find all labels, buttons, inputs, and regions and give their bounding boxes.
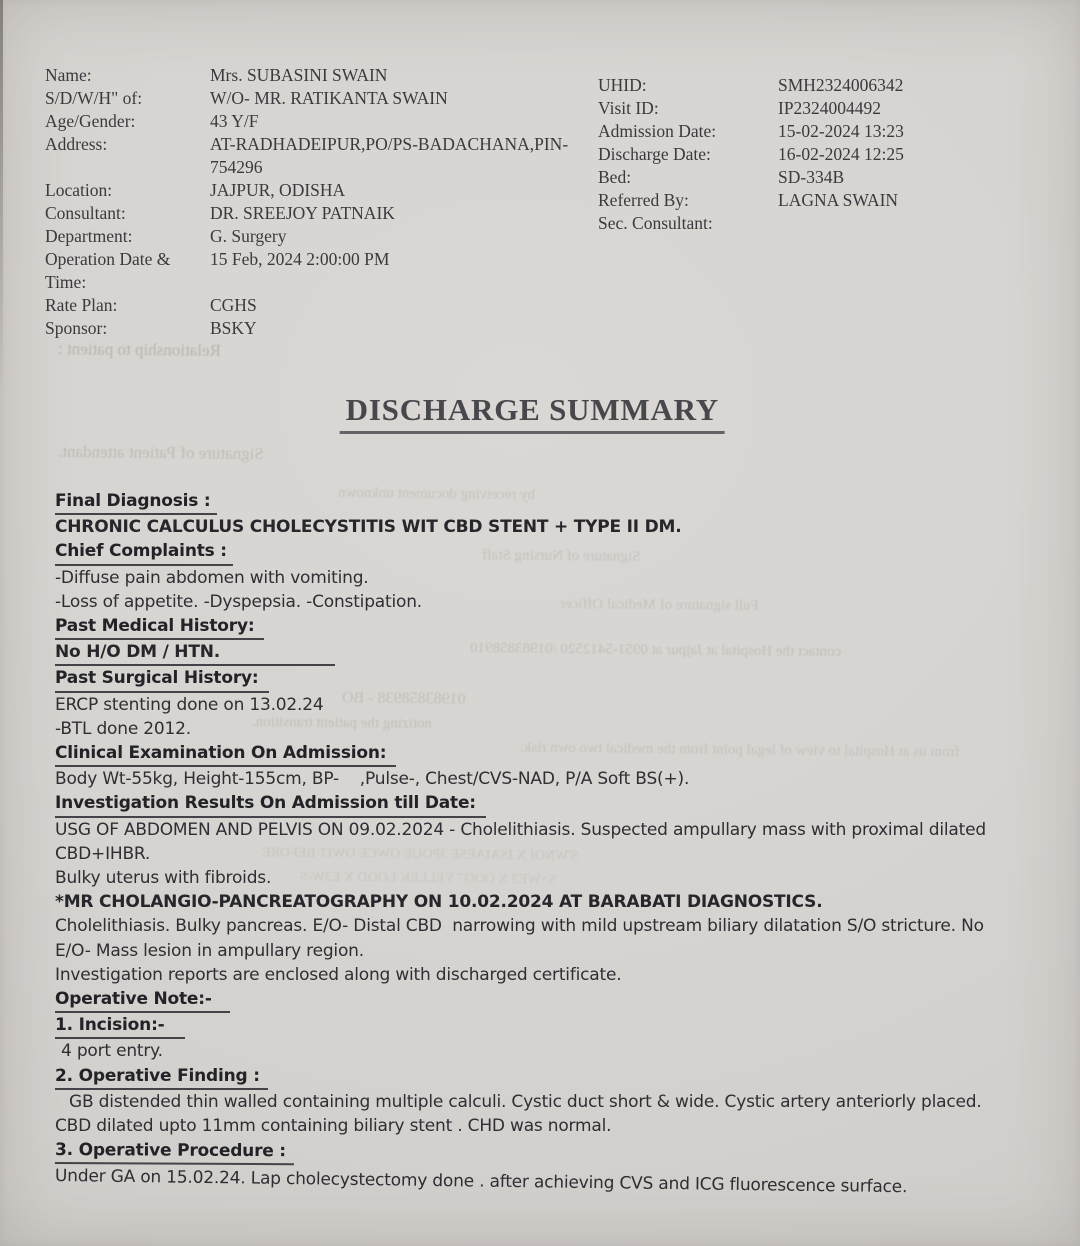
- body-line: [55, 1039, 993, 1063]
- field-value: G. Surgery: [210, 226, 287, 246]
- field-row: [45, 87, 590, 110]
- field-label: Department:: [45, 226, 133, 246]
- line-text: 3. Operative Procedure :: [55, 1138, 294, 1165]
- line-text: 1. Incision:-: [55, 1013, 185, 1039]
- line-text: Chief Complaints :: [55, 539, 233, 565]
- bleedthrough-text: by receiving document unknown: [337, 484, 536, 504]
- body-line: [55, 566, 993, 590]
- patient-info-right-column: [598, 74, 1060, 235]
- field-value: 15-02-2024 13:23: [778, 121, 904, 141]
- body-line: [55, 963, 993, 987]
- field-label: Referred By:: [598, 190, 689, 210]
- field-row: [45, 317, 590, 340]
- patient-info-left-column: [45, 64, 590, 340]
- field-value: LAGNA SWAIN: [778, 190, 899, 210]
- line-text: GB distended thin walled containing multiple calculi. Cystic duct short & wide. Cystic artery anteriorly placed. CBD dilated upto 11mm containing biliary stent . CHD was normal.: [55, 1091, 982, 1137]
- line-text: Investigation reports are enclosed along with discharged certificate.: [55, 964, 622, 985]
- field-row: [598, 97, 1060, 120]
- bleedthrough-text: S+WE3 X OOO7 YELLEK LOOD X E3W-S: [299, 869, 557, 888]
- field-row: [45, 64, 590, 87]
- field-label: Operation Date & Time:: [45, 249, 171, 292]
- bleedthrough-text: Relationship to patient :: [57, 339, 222, 360]
- line-text: 4 port entry.: [61, 1041, 163, 1062]
- bleedthrough-text: Signature of Nursing Staff: [481, 547, 641, 565]
- section-heading: [55, 1013, 993, 1039]
- document-title: DISCHARGE SUMMARY: [340, 392, 725, 434]
- field-label: Sec. Consultant:: [598, 213, 713, 233]
- line-text: Cholelithiasis. Bulky pancreas. E/O- Distal CBD narrowing with mild upstream biliary dilatation S/O stricture. No E/O- Mass lesion in ampullary region.: [55, 916, 984, 961]
- section-heading: [55, 489, 993, 515]
- field-row: [45, 202, 590, 225]
- line-text: 2. Operative Finding :: [55, 1064, 268, 1090]
- line-text: Past Surgical History:: [55, 666, 269, 692]
- line-text: Investigation Results On Admission till Date:: [55, 791, 486, 817]
- summary-body: [54, 489, 993, 1198]
- field-value: BSKY: [210, 318, 257, 338]
- line-text: Body Wt-55kg, Height-155cm, BP- ,Pulse-, Chest/CVS-NAD, P/A Soft BS(+).: [55, 769, 690, 790]
- field-row: [45, 225, 590, 248]
- line-text: Under GA on 15.02.24. Lap cholecystectomy done . after achieving CVS and ICG fluorescence surface.: [54, 1166, 908, 1198]
- field-label: Admission Date:: [598, 121, 717, 141]
- field-value: SMH2324006342: [778, 75, 904, 95]
- body-line: [55, 866, 993, 890]
- body-line: [55, 914, 993, 962]
- field-value: SD-334B: [778, 167, 845, 187]
- field-row: [45, 248, 590, 294]
- line-text: ERCP stenting done on 13.02.24: [55, 694, 324, 715]
- field-row: [598, 143, 1060, 166]
- section-heading: [55, 539, 993, 565]
- body-line: [55, 693, 993, 717]
- line-text: Final Diagnosis :: [55, 489, 217, 515]
- field-label: S/D/W/H" of:: [45, 88, 143, 108]
- line-text: Past Medical History:: [55, 614, 264, 640]
- bleedthrough-text: 01983858938 - BO: [341, 689, 466, 708]
- body-line: [55, 515, 993, 539]
- scan-edge-artifact: [0, 0, 3, 430]
- field-row: [45, 294, 590, 317]
- bleedthrough-text: S'WNOI X ISAIAESE 3POUE OWCE OWIT BEFORE: [261, 845, 579, 864]
- section-heading: [55, 614, 993, 640]
- body-line: [55, 818, 993, 866]
- body-line: [55, 640, 993, 666]
- body-line: [55, 1164, 993, 1200]
- field-value: JAJPUR, ODISHA: [210, 180, 346, 200]
- line-text: No H/O DM / HTN.: [55, 640, 335, 666]
- field-label: Address:: [45, 134, 108, 154]
- field-label: Bed:: [598, 167, 632, 187]
- field-value: AT-RADHADEIPUR,PO/PS-BADACHANA,PIN-754296: [210, 134, 569, 177]
- line-text: Operative Note:-: [55, 987, 230, 1013]
- field-value: W/O- MR. RATIKANTA SWAIN: [210, 88, 448, 108]
- field-value: 15 Feb, 2024 2:00:00 PM: [210, 249, 390, 269]
- field-label: Age/Gender:: [45, 111, 136, 131]
- field-label: Location:: [45, 180, 113, 200]
- field-value: Mrs. SUBASINI SWAIN: [210, 65, 388, 85]
- bleedthrough-text: Full signature of Medical Officer: [559, 595, 759, 615]
- field-value: 43 Y/F: [210, 111, 259, 131]
- field-row: [598, 166, 1060, 189]
- line-text: -BTL done 2012.: [55, 718, 191, 739]
- field-row: [45, 110, 590, 133]
- field-row: [598, 120, 1060, 143]
- section-heading: [55, 791, 993, 817]
- field-label: Discharge Date:: [598, 144, 711, 164]
- body-line: [55, 717, 993, 741]
- field-label: Visit ID:: [598, 98, 659, 118]
- field-label: Rate Plan:: [45, 295, 118, 315]
- bleedthrough-text: notizing the patient transition.: [251, 714, 433, 732]
- field-label: Sponsor:: [45, 318, 108, 338]
- field-label: Name:: [45, 65, 92, 85]
- field-row: [598, 74, 1060, 97]
- line-text: -Diffuse pain abdomen with vomiting.: [55, 567, 369, 588]
- field-value: CGHS: [210, 295, 257, 315]
- field-value: 16-02-2024 12:25: [778, 144, 904, 164]
- section-heading: [55, 1138, 993, 1169]
- bleedthrough-text: Signature of Patient attendant.: [57, 441, 264, 464]
- section-heading: [55, 1064, 993, 1090]
- section-heading: [55, 741, 993, 767]
- field-value: IP2324004492: [778, 98, 882, 118]
- line-text: CHRONIC CALCULUS CHOLECYSTITIS WIT CBD STENT + TYPE II DM.: [55, 517, 682, 538]
- field-label: UHID:: [598, 75, 647, 95]
- line-text: Bulky uterus with fibroids.: [55, 868, 272, 889]
- field-label: Consultant:: [45, 203, 126, 223]
- section-heading: [55, 987, 993, 1013]
- section-heading: [55, 666, 993, 692]
- field-row: [598, 189, 1060, 212]
- line-text: USG OF ABDOMEN AND PELVIS ON 09.02.2024 - Cholelithiasis. Suspected ampullary mass with proximal dilated CBD+IHBR.: [55, 819, 986, 864]
- body-line: [55, 1090, 993, 1138]
- field-row: [45, 133, 590, 179]
- bleedthrough-text: contact the Hospital at Jajpur at 0951-5412520 /01983858910: [469, 640, 842, 660]
- bleedthrough-text: from us at Hospital to view of legal point from the medical two own risk.: [519, 739, 960, 761]
- field-row: [45, 179, 590, 202]
- line-text: Clinical Examination On Admission:: [55, 741, 396, 767]
- body-line: [55, 890, 993, 914]
- line-text: -Loss of appetite. -Dyspepsia. -Constipation.: [55, 591, 422, 612]
- line-text: *MR CHOLANGIO-PANCREATOGRAPHY ON 10.02.2024 AT BARABATI DIAGNOSTICS.: [55, 892, 823, 913]
- field-row: [598, 212, 1060, 235]
- body-line: [55, 590, 993, 614]
- field-value: DR. SREEJOY PATNAIK: [210, 203, 395, 223]
- body-line: [55, 767, 993, 791]
